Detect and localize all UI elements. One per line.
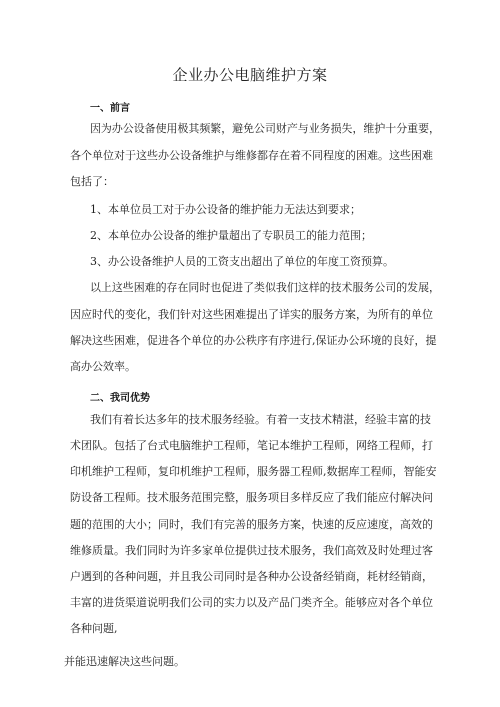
- paragraph-line: 包括了：: [70, 175, 114, 188]
- paragraph-line: 因应时代的变化，我们针对这些困难提出了详实的服务方案，为所有的单位: [70, 308, 433, 321]
- document-title: 企业办公电脑维护方案: [172, 66, 328, 84]
- list-item: 3、办公设备维护人员的工资支出超出了单位的年度工资预算。: [90, 255, 394, 268]
- section-heading-preface: 一、前言: [90, 103, 130, 114]
- paragraph-line: 防设备工程师。技术服务范围完整，服务项目多样反应了我们能应付解决问: [70, 491, 433, 504]
- paragraph-line: 题的范围的大小；同时，我们有完善的服务方案，快速的反应速度，高效的: [70, 518, 433, 531]
- list-item: 1、本单位员工对于办公设备的维护能力无法达到要求；: [90, 203, 361, 216]
- paragraph-line: 印机维护工程师，复印机维护工程师，服务器工程师,数据库工程师，智能安: [70, 465, 437, 478]
- paragraph-line: 解决这些困难，促进各个单位的办公秩序有序进行,保证办公环境的良好，提: [70, 334, 437, 347]
- paragraph-line: 高办公效率。: [70, 360, 136, 373]
- paragraph-line: 各个单位对于这些办公设备维护与维修都存在着不同程度的困难。这些困难: [70, 149, 433, 162]
- paragraph-line: 因为办公设备使用极其频繁，避免公司财产与业务损失，维护十分重要，: [90, 122, 440, 135]
- paragraph-line: 我们有着长达多年的技术服务经验。有着一支技术精湛，经验丰富的技: [90, 413, 431, 426]
- paragraph-line: 丰富的进货渠道说明我们公司的实力以及产品门类齐全。能够应对各个单位: [70, 596, 433, 609]
- paragraph-line: 术团队。包括了台式电脑维护工程师，笔记本维护工程师，网络工程师，打: [70, 439, 433, 452]
- paragraph-line: 各种问题,: [70, 622, 118, 635]
- paragraph-line: 户遇到的各种问题，并且我公司同时是各种办公设备经销商，耗材经销商，: [70, 570, 433, 583]
- paragraph-line: 并能迅速解决这些问题。: [64, 655, 185, 668]
- section-heading-advantages: 二、我司优势: [90, 393, 150, 404]
- list-item: 2、本单位办公设备的维护量超出了专职员工的能力范围；: [90, 229, 372, 242]
- paragraph-line: 以上这些困难的存在同时也促进了类似我们这样的技术服务公司的发展，: [90, 281, 440, 294]
- paragraph-line: 维修质量。我们同时为许多家单位提供过技术服务，我们高效及时处理过客: [70, 544, 433, 557]
